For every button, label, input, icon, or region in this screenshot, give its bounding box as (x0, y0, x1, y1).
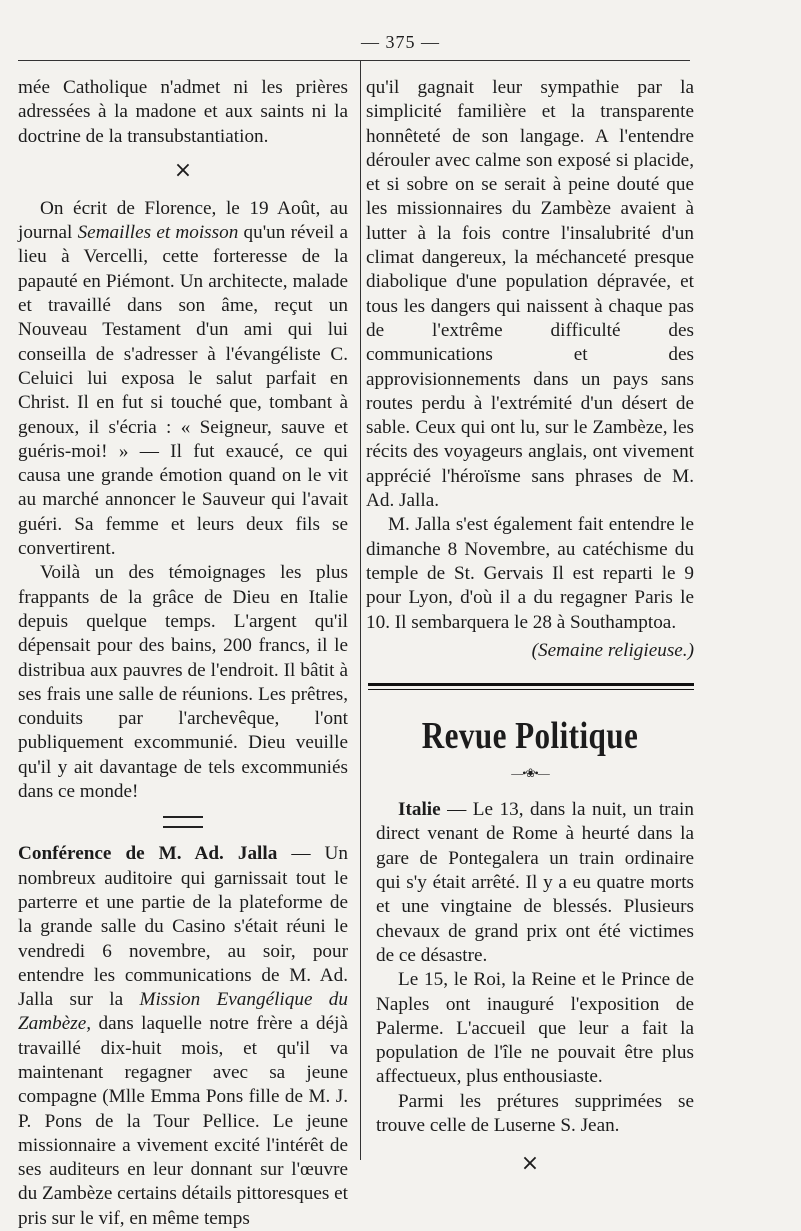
paragraph-italie (366, 798, 694, 968)
source-citation: (Semaine religieuse.) (531, 639, 694, 661)
top-rule (18, 60, 690, 61)
paragraph-pretures: Parmi les prétures supprimées se trouve celle de Luserne S. Jean. (376, 1090, 694, 1136)
paragraph-continuation: mée Catholique n'admet ni les prières adressées à la madone et aux saints ni la doctrine de la transubstantiation. (18, 77, 348, 147)
paragraph-jalla-entendre: M. Jalla s'est également fait entendre le dimanche 8 Novembre, au catéchisme du temple de St. Gervais Il est reparti le 9 pour Lyon, d'où il a du regagner Paris le 10. Il sembarquera le 28 à Southamptoa. (366, 514, 694, 633)
section-separator-cross: × (173, 157, 193, 183)
paragraph-italie-text: — Le 13, dans la nuit, un train direct venant de Rome à heurté dans la gare de Pontegalera un train ordinaire qui s'y était arrêté. Il y a eu quatre morts et une vingtaine de blessés. Plusieurs chevaux de grand prix ont été victimes de ce désastre. (376, 799, 694, 966)
mission-title: Mission Evangélique du Zambèze, (18, 989, 348, 1035)
section-title: Revue Politique (421, 715, 639, 758)
column-divider (360, 60, 361, 1160)
left-column (18, 76, 348, 1231)
paragraph-temoignages: Voilà un des témoignages les plus frappants de la grâce de Dieu en Italie depuis quelque temps. L'argent qu'il dépensait pour des bains, 200 francs, il le distribua aux pauvres de l'endroit. Il bâtit à ses frais une salle de réunions. Les prêtres, conduits par l'archevêque, l'ont publiquement excommunié. Dieu veuille qu'il y ait davantage de tels excommuniés dans ce monde! (18, 562, 348, 803)
paragraph-florence-text-a: On écrit de Florence, le 19 Août, au journal (18, 197, 348, 244)
ornament-divider: —•❀•— (511, 766, 549, 781)
journal-title: Semailles et moisson (77, 222, 239, 244)
politics-body (366, 798, 694, 1138)
paragraph-florence (18, 197, 348, 561)
double-dash-separator (163, 816, 203, 828)
paragraph-conference-text-a: — Un nombreux auditoire qui garnissait tout le parterre et une partie de la plateforme de la grande salle du Casino s'était réuni le vendredi 6 novembre, au soir, pour entendre les communications de M. Ad. Jalla sur la (18, 843, 348, 1011)
end-separator-cross: × (520, 1151, 540, 1177)
paragraph-continuation-right: qu'il gagnait leur sympathie par la simplicité familière et la transparente honnêteté de son langage. A l'entendre dérouler avec calme son exposé si placide, et si sobre on se serait à peine douté que les missionnaires du Zambèze avaient à lutter à la fois contre l'insalubrité d'un climat dangereux, la méchanceté presque diabolique d'une population dépravée, et tous les dangers qui naissent à chaque pas de l'extrême difficulté des communications et des approvisionnements dans un pays sans routes perdu à l'extrémité d'un désert de sable. Ceux qui ont lu, sur le Zambèze, les récits des voyageurs anglais, ont vivement apprécié l'héroïsme sans phrases de M. Ad. Jalla. (366, 77, 694, 512)
right-column (366, 76, 694, 1178)
article-heading-italie: Italie (398, 799, 441, 821)
page-number: — 375 — (361, 32, 440, 52)
paragraph-conference-text-b: dans laquelle notre frère a déjà travaillé dix-huit mois, et qu'il va maintenant regagner avec sa jeune compagne (Mlle Emma Pons fille de M. J. P. Pons de la Tour Pellice. Le jeune missionnaire a vivement excité l'intérêt de ses auditeurs en leur donnant sur l'œuvre du Zambèze certains détails pittoresques et pris sur le vif, en même temps (18, 1013, 348, 1229)
article-heading-conference: Conférence de M. Ad. Jalla (18, 843, 278, 865)
paragraph-conference (18, 842, 348, 1231)
section-rule (368, 683, 694, 690)
paragraph-exposition: Le 15, le Roi, la Reine et le Prince de Naples ont inauguré l'exposition de Palerme. L'accueil que leur a fait la population de l'île ne pouvait être plus affectueux, plus enthousiaste. (376, 969, 694, 1088)
paragraph-florence-text-b: qu'un réveil a lieu à Vercelli, cette forteresse de la papauté en Piémont. Un architecte, malade et travaillé dans son âme, reçut un Nouveau Testament d'un ami qui lui conseilla de s'adresser à l'évangéliste C. Celuici lui exposa le salut parfait en Christ. Il en fut si touché que, tombant à genoux, il s'écria : « Seigneur, sauve et guéris-moi! » — Il fut exaucé, ce qui causa une grande émotion quand on le vit au marché annoncer le Sauveur qui l'avait guéri. Sa femme et leurs deux fils se convertirent. (18, 222, 348, 560)
